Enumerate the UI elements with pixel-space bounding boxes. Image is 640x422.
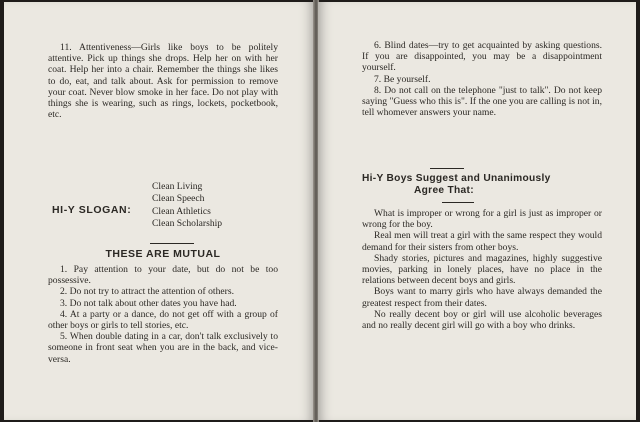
mutual-item: 2. Do not try to attract the attention of others. xyxy=(60,286,234,298)
slogan-item: Clean Speech xyxy=(152,193,205,205)
mutual-item: 1. Pay attention to your date, but do not be too possessive. xyxy=(48,264,278,287)
mutual-list xyxy=(48,264,278,365)
boys-heading-line2: Agree That: xyxy=(414,185,474,196)
list-item: 7. Be yourself. xyxy=(374,73,431,85)
section-divider xyxy=(430,168,464,169)
slogan-item: Clean Scholarship xyxy=(152,218,223,230)
item-11-text: 11. Attentiveness—Girls like boys to be politely attentive. Pick up things she drops. Help her on with her coat. Help her into a chair. Remember the things she likes to do, eat, and talk about. Ask for permission to remove your coat. Never blow smoke in her face. Do not play with things she is wearing, such as rings, lockets, pocketbook, etc. xyxy=(48,42,278,121)
items-6-8 xyxy=(362,40,602,118)
slogan-list xyxy=(152,181,222,231)
statement: Real men will treat a girl with the same respect they would demand for their sisters from other boys. xyxy=(362,230,602,253)
statement: No really decent boy or girl will use alcoholic beverages and no really decent girl will go with a boy who drinks. xyxy=(362,308,602,332)
section-divider xyxy=(150,243,194,244)
list-item: 8. Do not call on the telephone "just to talk". Do not keep saying "Guess who this is". If the one you are calling is not in, tell whomever answers your name. xyxy=(362,84,602,119)
boys-heading-line1: Hi-Y Boys Suggest and Unanimously xyxy=(362,173,551,184)
mutual-item: 4. At a party or a dance, do not get off with a group of other boys or girls to tell stories, etc. xyxy=(48,308,278,332)
statement: What is improper or wrong for a girl is just as improper or wrong for the boy. xyxy=(362,208,602,231)
statement: Boys want to marry girls who have always demanded the greatest respect from their dates. xyxy=(362,286,602,309)
statement: Shady stories, pictures and magazines, highly suggestive movies, parking in lonely places, have no place in the relations between decent boys and girls. xyxy=(362,252,602,287)
section-divider xyxy=(442,202,474,203)
slogan-block xyxy=(48,181,278,243)
slogan-item: Clean Living xyxy=(152,181,203,192)
slogan-item: Clean Athletics xyxy=(152,205,211,217)
item-11-section xyxy=(48,42,278,120)
boys-heading xyxy=(362,173,602,197)
right-page xyxy=(318,2,636,420)
mutual-item: 3. Do not talk about other dates you have had. xyxy=(60,297,237,309)
mutual-heading: THESE ARE MUTUAL xyxy=(105,248,221,260)
mutual-item: 5. When double dating in a car, don't talk exclusively to someone in front seat when you are in the back, and vice-versa. xyxy=(48,331,278,365)
slogan-title: HI-Y SLOGAN: xyxy=(52,204,132,216)
statements-list xyxy=(362,208,602,331)
left-page xyxy=(4,2,314,420)
list-item: 6. Blind dates—try to get acquainted by asking questions. If you are disappointed, you may be a disappointment yourself. xyxy=(362,40,602,74)
